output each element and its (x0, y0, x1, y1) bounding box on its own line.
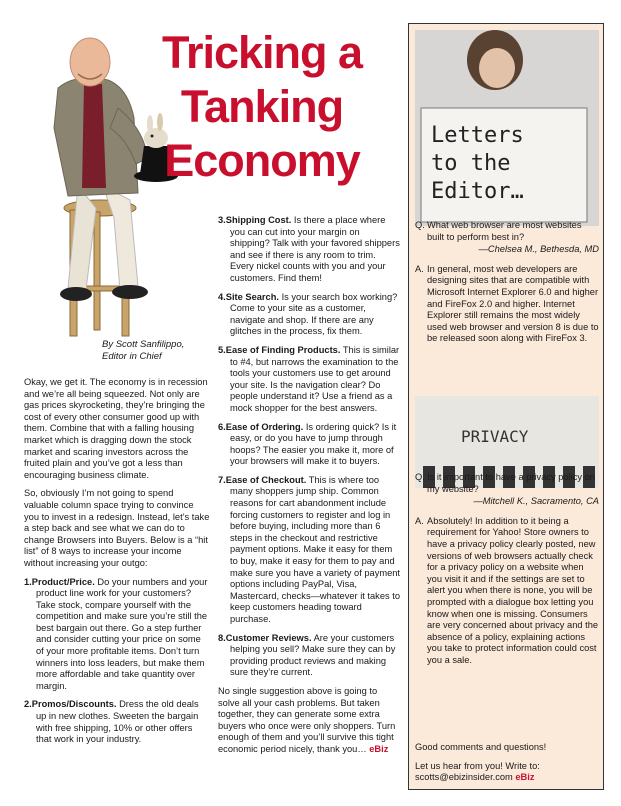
question-2-text: Is it important to have a privacy policy on my website? (427, 472, 595, 494)
a-label: A. (415, 515, 424, 526)
tip-body: Is there a place where you can cut into your margin on shipping? Talk with your favored shippers and see if there is any room to trim. Every nickel counts with you and your customers. Find them! (230, 215, 400, 283)
tip-body: Dress the old deals up in new clothes. Sweeten the bargain with free shipping, 10% or other offers that work in your industry. (36, 699, 199, 745)
title-line-1: Tricking a (161, 27, 363, 78)
q-label: Q. (415, 220, 425, 230)
tip-body: This is where too many shoppers jump ship. Common reasons for cart abandonment include forcing customers to register and log in before buying, including more than 6 steps in the checkout and restrictive payment options. Make it easy for them to buy, make it easy for them to pay and make sure you have a variety of payment options including PayPal, Visa, Mastercard, checks—whatever it takes to keep customers heading toward purchase. (230, 474, 401, 624)
answer-1-text: In general, most web developers are designing sites that are compatible with Microsoft Internet Explorer 6.0 and higher and FireFox 2.0 and higher. Internet Explorer still remains the most widely used web browser and version 8 is due to be released soon along with FireFox 3. (427, 263, 599, 344)
tip-body: Do your numbers and your product line work for your customers? Take stock, compare yourself with the competition and make sure you’re still the best bargain out there. Go a step further and consider cutting your price on some of your more profitable items. Don’t turn winners into loss leaders, but make them more affordable and take quantity over margin. (36, 576, 208, 691)
tip-heading: 8.Customer Reviews. (218, 632, 312, 643)
question-1-attribution: —Chelsea M., Bethesda, MD (478, 244, 599, 255)
privacy-word: PRIVACY (461, 427, 529, 446)
intro-paragraph-2: So, obviously I’m not going to spend valuable column space trying to convince you to invest in a redesign. Instead, let’s take a step back and see what we can do to change Browsers into Buyers. Below is a “hit list” of 8 ways to increase your income without increasing your outgo: (24, 488, 210, 568)
q-label: Q. (415, 472, 425, 482)
sign-line-3: Editor… (431, 179, 524, 204)
tip-item (24, 699, 210, 745)
tip-item (218, 292, 400, 338)
intro-paragraph-1: Okay, we get it. The economy is in recession and we’re all being squeezed. Not only are gas prices skyrocketing, they’re bringing the cost of every other consumer good up with them. Combine that with a falling housing market which is dragging down the stock market and scaring investors across the fruited plain and you’ve got a less than encouraging business climate. (24, 377, 208, 480)
outro-paragraph (218, 686, 400, 756)
ebiz-sign: eBiz (515, 772, 535, 783)
closing-contact (415, 761, 599, 784)
tip-body: Are your customers helping you sell? Make sure they can by providing product reviews and making sure they’re current. (230, 632, 396, 678)
tip-heading: 4.Site Search. (218, 291, 279, 302)
question-1-text: What web browser are most websites built to perform best in? (427, 220, 582, 242)
tip-item (218, 422, 400, 468)
tip-heading: 5.Ease of Finding Products. (218, 344, 341, 355)
tip-item (218, 345, 400, 415)
byline (102, 339, 222, 363)
question-1 (415, 220, 599, 345)
sign-line-1: Letters (431, 123, 524, 148)
answer-2-text: Absolutely! In addition to it being a requirement for Yahoo! Store owners to have a privacy policy clearly posted, new versions of web browsers actually check for a privacy policy on a website when you visit it and if the settings are set to alert you when there is none, you will be prompted with a dialogue box letting you know when one is missing. Consumers are very concerned about privacy and the absence of a policy, explaining actions you take to protect information could cost you a sale. (427, 515, 599, 665)
tip-heading: 3.Shipping Cost. (218, 215, 292, 225)
contact-email[interactable]: scotts@ebizinsider.com (415, 772, 513, 783)
tip-heading: 2.Promos/Discounts. (24, 699, 117, 710)
tips-list-part-2 (218, 215, 400, 679)
tip-item (218, 215, 400, 285)
question-2-attribution: —Mitchell K., Sacramento, CA (473, 496, 599, 507)
tip-item (24, 577, 210, 693)
article-column-2 (218, 215, 400, 763)
outro-text: No single suggestion above is going to solve all your cash problems. But taken together, they can generate some extra buyers who once were only shoppers. Turn enough of them and you’ll survive this tight economic period nicely, thank you… (218, 685, 396, 754)
letters-sidebar (408, 23, 604, 790)
byline-name: By Scott Sanfilippo, (102, 339, 185, 350)
tip-item (218, 633, 400, 679)
sign-line-2: to the (431, 151, 511, 176)
tips-list-part-1 (24, 577, 210, 746)
byline-role: Editor in Chief (102, 351, 162, 362)
tip-body: Is ordering quick? Is it easy, or do you have to jump through hoops? The easier you make it, more of your browsers will make it to buyers. (230, 421, 397, 467)
question-2 (415, 472, 599, 667)
tip-item (218, 475, 400, 626)
sidebar-closing (415, 742, 599, 791)
tip-body: This is similar to #4, but narrows the examination to the tools your customers use to get around your site. Is the navigation clear? Do people understand it? Use a friend as a mock shopper for the best answers. (230, 344, 400, 413)
tip-heading: 7.Ease of Checkout. (218, 474, 307, 485)
closing-line-1: Good comments and questions! (415, 742, 547, 752)
title-line-3: Economy (164, 135, 360, 186)
letters-to-editor-photo (415, 30, 599, 226)
title-line-2: Tanking (180, 81, 344, 132)
a-label: A. (415, 263, 424, 274)
tip-heading: 6.Ease of Ordering. (218, 421, 304, 432)
tip-body: Is your search box working? Come to your site as a customer, navigate and shop. If there are any glitches in the process, fix them. (230, 291, 398, 337)
article-column-1 (24, 377, 210, 753)
ebiz-sign: eBiz (369, 743, 389, 754)
closing-line-2: Let us hear from you! Write to: (415, 760, 540, 771)
tip-heading: 1.Product/Price. (24, 576, 95, 587)
article-title (112, 26, 412, 188)
